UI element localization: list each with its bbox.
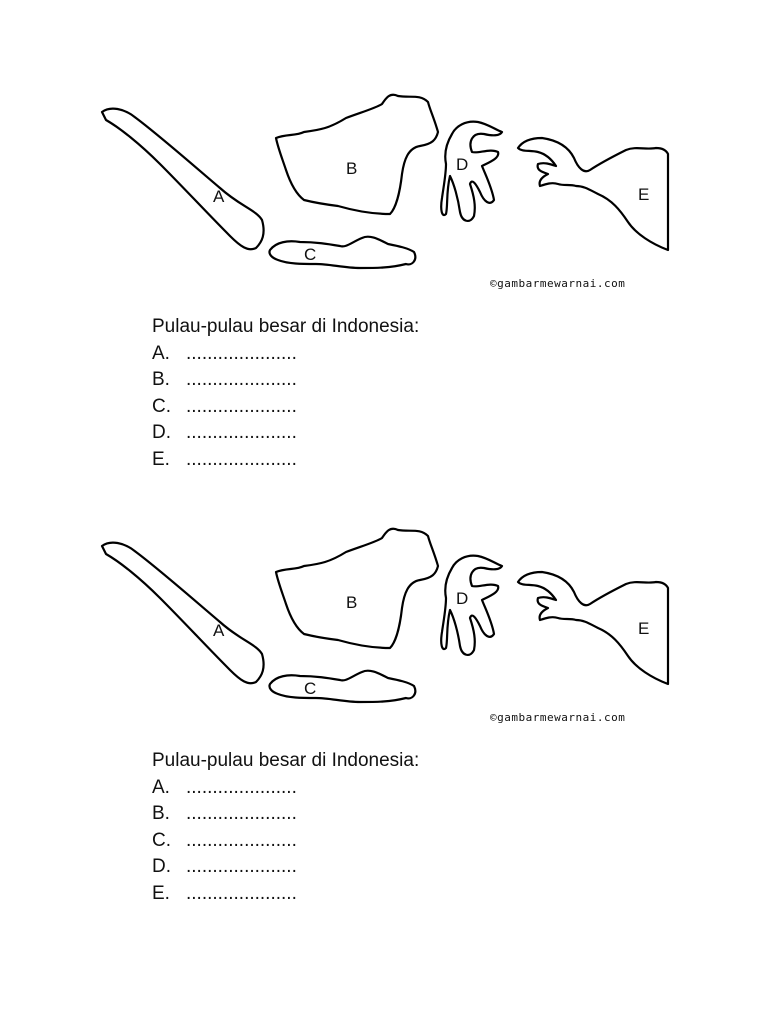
answer-row-b — [152, 801, 419, 828]
island-java-c — [269, 671, 415, 702]
answer-letter: E. — [152, 882, 170, 904]
answer-blank: ..................... — [186, 803, 297, 824]
island-sulawesi-d — [441, 556, 502, 655]
island-label-b: B — [346, 159, 358, 178]
answer-letter: D. — [152, 856, 171, 877]
answer-blank: ..................... — [186, 829, 297, 851]
island-label-e: E — [638, 619, 650, 638]
island-kalimantan-b — [276, 95, 438, 214]
map-credit: ©gambarmewarnai.com — [490, 711, 626, 724]
answer-blank: ..................... — [186, 448, 297, 470]
answer-blank: ..................... — [186, 422, 297, 443]
island-label-a: A — [213, 621, 225, 640]
answer-letter: D. — [152, 422, 171, 443]
question-title: Pulau-pulau besar di Indonesia: — [152, 750, 420, 771]
island-label-d: D — [456, 589, 469, 608]
answer-blank: ..................... — [186, 882, 297, 904]
indonesia-map — [90, 522, 680, 722]
answer-letter: C. — [152, 395, 171, 417]
indonesia-map — [90, 88, 680, 288]
island-java-c — [269, 237, 415, 268]
answer-row-e — [152, 447, 419, 474]
island-label-a: A — [213, 187, 225, 206]
answer-letter: B. — [152, 803, 170, 824]
island-label-c: C — [304, 245, 317, 264]
answer-letter: C. — [152, 829, 171, 851]
answer-row-a — [152, 775, 419, 802]
question-block — [152, 314, 419, 473]
island-label-d: D — [456, 155, 469, 174]
answer-row-b — [152, 367, 419, 394]
answer-row-c — [152, 828, 419, 855]
island-label-e: E — [638, 185, 650, 204]
island-sumatra-a — [102, 109, 264, 250]
question-block — [152, 748, 419, 907]
answer-row-d — [152, 854, 419, 881]
answer-row-a — [152, 341, 419, 368]
island-sumatra-a — [102, 543, 264, 684]
answer-blank: ..................... — [186, 369, 297, 390]
island-label-b: B — [346, 593, 358, 612]
answer-letter: A. — [152, 776, 170, 798]
island-kalimantan-b — [276, 529, 438, 648]
answer-row-c — [152, 394, 419, 421]
map-credit: ©gambarmewarnai.com — [490, 277, 626, 290]
answer-row-e — [152, 881, 419, 908]
answer-blank: ..................... — [186, 856, 297, 877]
island-label-c: C — [304, 679, 317, 698]
answer-blank: ..................... — [186, 776, 297, 798]
answer-blank: ..................... — [186, 395, 297, 417]
answer-row-d — [152, 420, 419, 447]
answer-letter: E. — [152, 448, 170, 470]
answer-blank: ..................... — [186, 342, 297, 364]
answer-letter: B. — [152, 369, 170, 390]
answer-letter: A. — [152, 342, 170, 364]
island-sulawesi-d — [441, 122, 502, 221]
question-title: Pulau-pulau besar di Indonesia: — [152, 316, 420, 337]
